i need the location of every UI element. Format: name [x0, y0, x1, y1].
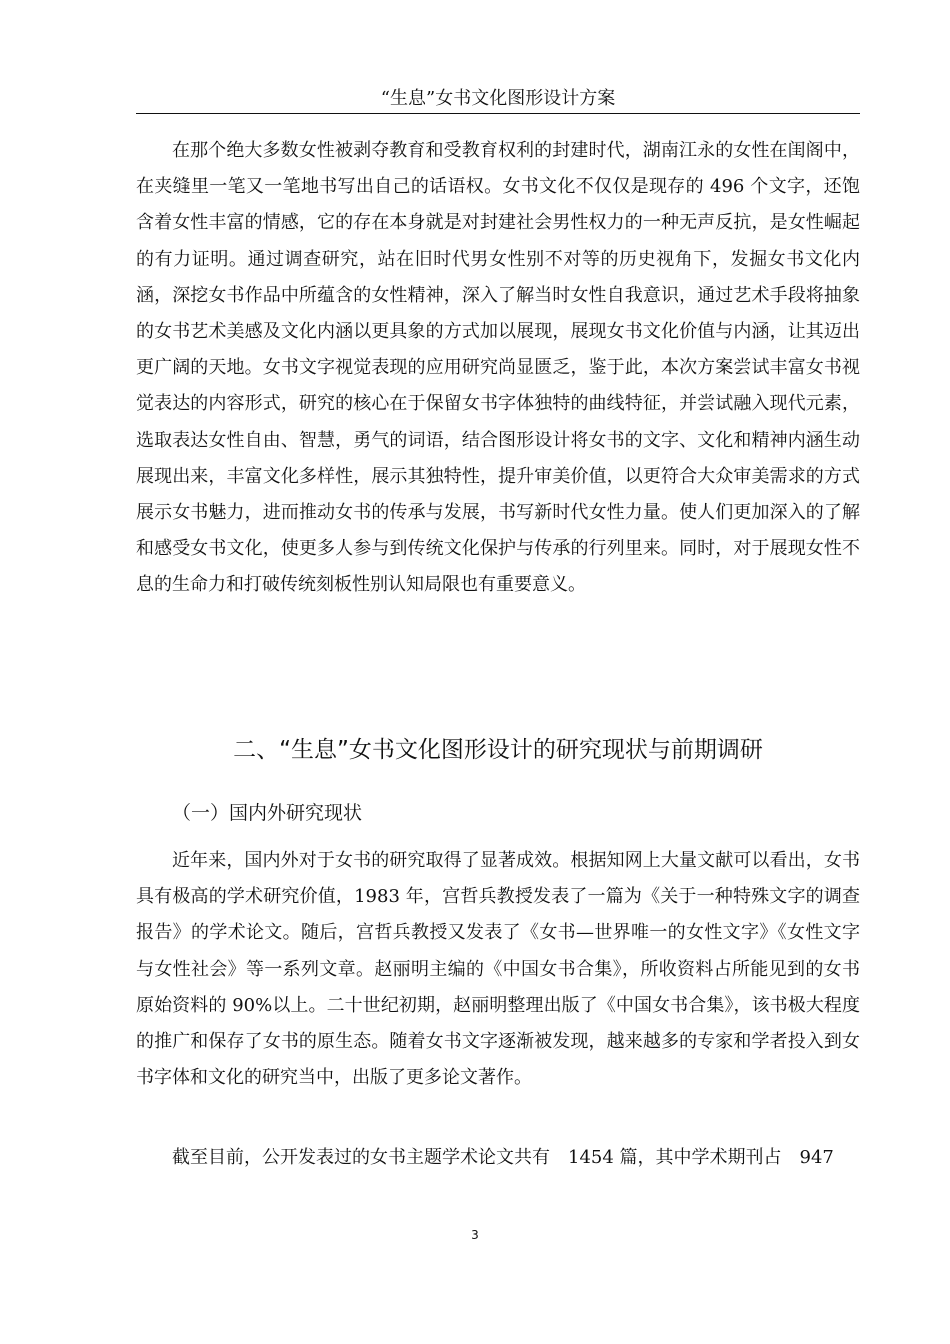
intro-paragraph: 在那个绝大多数女性被剥夺教育和受教育权利的封建时代，湖南江永的女性在闺阁中，在夹缝里一笔又一笔地书写出自己的话语权。女书文化不仅仅是现存的 496 个文字，还饱含着女性丰富的情感，它的存在本身就是对封建社会男性权力的一种无声反抗，是女性崛起的有力证明。通过调查研究，站在旧时代男女性别不对等的历史视角下，发掘女书文化内涵，深挖女书作品中所蕴含的女性精神，深入了解当时女性自我意识，通过艺术手段将抽象的女书艺术美感及文化内涵以更具象的方式加以展现，展现女书文化价值与内涵，让其迈出更广阔的天地。女书文字视觉表现的应用研究尚显匮乏，鉴于此，本次方案尝试丰富女书视觉表达的内容形式，研究的核心在于保留女书字体独特的曲线特征，并尝试融入现代元素，选取表达女性自由、智慧，勇气的词语，结合图形设计将女书的文字、文化和精神内涵生动展现出来，丰富文化多样性，展示其独特性，提升审美价值，以更符合大众审美需求的方式展示女书魅力，进而推动女书的传承与发展，书写新时代女性力量。使人们更加深入的了解和感受女书文化，使更多人参与到传统文化保护与传承的行列里来。同时，对于展现女性不息的生命力和打破传统刻板性别认知局限也有重要意义。 — [136, 140, 860, 596]
header-rule — [136, 113, 860, 114]
subsection-title: （一）国内外研究现状 — [172, 802, 363, 824]
section-title: 二、“生息”女书文化图形设计的研究现状与前期调研 — [233, 737, 763, 763]
page-number: 3 — [471, 1228, 479, 1242]
publication-count-paragraph: 截至目前，公开发表过的女书主题学术论文共有 1454 篇，其中学术期刊占 947 — [172, 1147, 834, 1168]
research-status-paragraph: 近年来，国内外对于女书的研究取得了显著成效。根据知网上大量文献可以看出，女书具有极高的学术研究价值，1983 年，宫哲兵教授发表了一篇为《关于一种特殊文字的调查报告》的学术论文。随后，宫哲兵教授又发表了《女书—世界唯一的女性文字》《女性文字与女性社会》等一系列文章。赵丽明主编的《中国女书合集》，所收资料占所能见到的女书原始资料的 90%以上。二十世纪初期，赵丽明整理出版了《中国女书合集》，该书极大程度的推广和保存了女书的原生态。随着女书文字逐渐被发现，越来越多的专家和学者投入到女书字体和文化的研究当中，出版了更多论文著作。 — [136, 850, 860, 1089]
running-header: “生息”女书文化图形设计方案 — [380, 88, 616, 109]
